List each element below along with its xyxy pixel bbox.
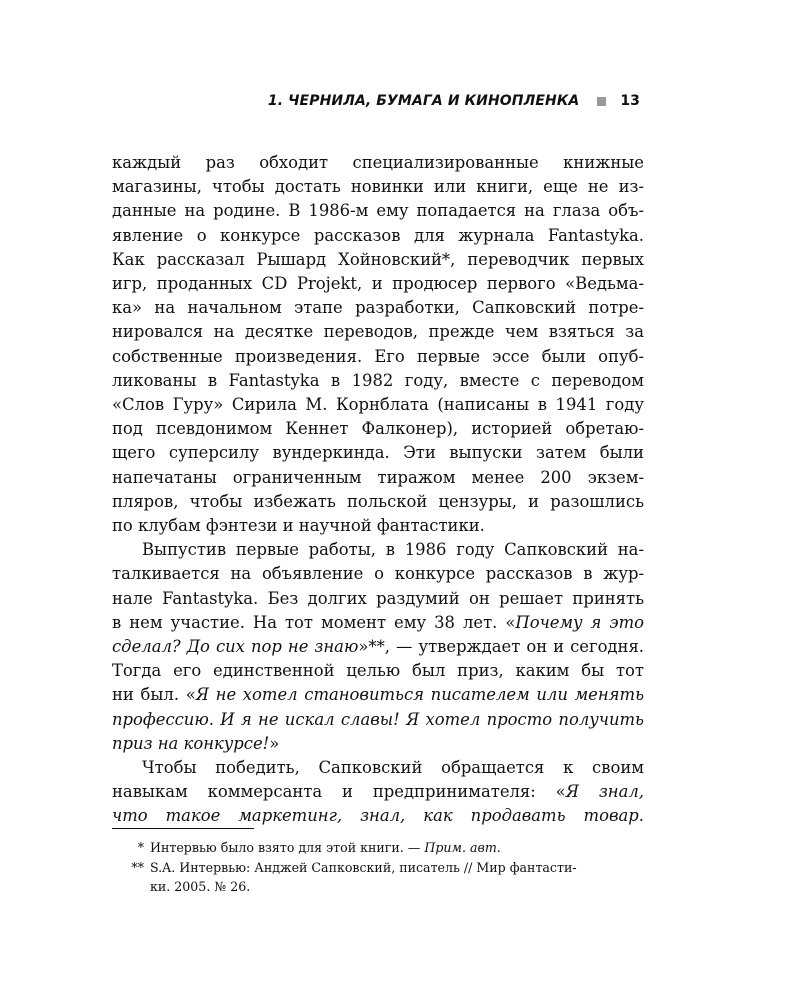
text-segment: »**, — утверждает он и сегодня. [358,637,644,657]
italic-quote: Я знал, [565,782,644,802]
text-line: Как рассказал Рышард Хойновский*, переводчик первых [112,249,644,269]
text-line [112,611,644,635]
text-line: Тогда его единственной целью был приз, каким бы тот [112,661,644,681]
header-square-marker [597,97,606,106]
footnote-mark: ** [131,859,144,875]
footnote-separator [112,828,254,829]
text-line: игр, проданных CD Projekt, и продюсер первого «Ведьма- [112,274,644,294]
footnote-text [150,838,644,858]
text-line: под псевдонимом Кеннет Фалконер), историей обретаю- [112,419,644,439]
text-line: Выпустив первые работы, в 1986 году Сапковский на- [142,540,644,560]
italic-quote: приз на конкурсе! [112,733,270,753]
footnote-text [150,858,644,897]
text-line: ликованы в Fantastyka в 1982 году, вместе с переводом [112,370,644,390]
text-line: что такое маркетинг, знал, как продавать товар. [112,806,644,826]
text-line: напечатаны ограниченным тиражом менее 200 экзем- [112,467,644,487]
text-line [112,683,644,707]
footnote-attribution: Прим. авт. [424,840,501,855]
text-line: нале Fantastyka. Без долгих раздумий он решает принять [112,588,644,608]
text-segment: ни был. « [112,685,196,705]
text-segment: навыкам коммерсанта и предпринимателя: « [112,782,566,802]
text-line: пляров, чтобы избежать польской цензуры, и разошлись [112,491,644,511]
text-line: щего суперсилу вундеркинда. Эти выпуски затем были [112,443,644,463]
footnotes [112,838,644,897]
running-header [250,90,640,112]
text-line [112,635,644,659]
italic-quote: Я не хотел становиться писателем или менять [195,685,644,705]
text-line [112,780,644,804]
text-line: явление о конкурсе рассказов для журнала Fantastyka. [112,225,644,245]
italic-quote: сделал? До сих пор не знаю [112,637,359,657]
text-line: данные на родине. В 1986-м ему попадается на глаза объ- [112,201,644,221]
text-line: по клубам фэнтези и научной фантастики. [112,516,485,536]
text-line: профессию. И я не искал славы! Я хотел просто получить [112,709,644,729]
footnote-line: ки. 2005. № 26. [150,879,251,894]
text-line: нировался на десятке переводов, прежде чем взяться за [112,322,644,342]
text-segment: в нем участие. На тот момент ему 38 лет. « [112,612,516,632]
text-line: магазины, чтобы достать новинки или книги, еще не из- [112,177,644,197]
text-line: ка» на начальном этапе разработки, Сапковский потре- [112,298,644,318]
text-segment: » [269,733,280,753]
text-line: каждый раз обходит специализированные книжные [112,153,644,172]
footnote-body: Интервью было взято для этой книги. — [150,840,425,855]
text-line: собственные произведения. Его первые эссе были опуб- [112,346,644,366]
footnote-line: S.A. Интервью: Анджей Сапковский, писатель // Мир фантасти- [150,859,577,875]
footnote [112,838,644,858]
footnote-mark: * [137,840,144,855]
text-line: Чтобы победить, Сапковский обращается к своим [142,758,644,778]
italic-quote: Почему я это [515,612,644,632]
footnote [112,858,644,897]
body-text [112,151,644,829]
text-line [112,732,644,756]
page-number: 13 [620,93,640,109]
text-line: «Слов Гуру» Сирила М. Корнблата (написаны в 1941 году [112,395,644,415]
running-title: 1. ЧЕРНИЛА, БУМАГА И КИНОПЛЕНКА [267,93,580,109]
text-line: талкивается на объявление о конкурсе рассказов в жур- [112,564,644,584]
